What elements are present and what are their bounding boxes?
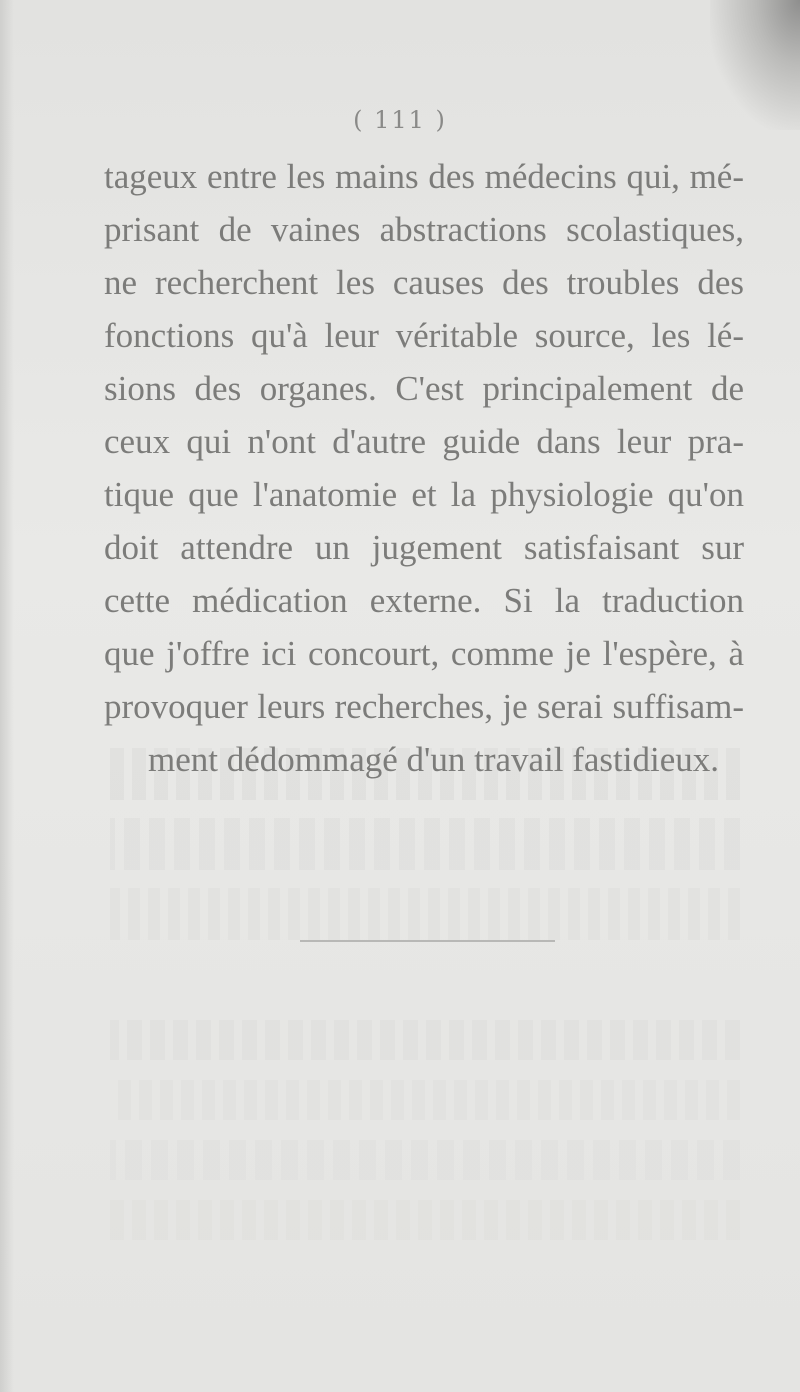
text-line: tageux entre les mains des médecins qui, mé- xyxy=(104,157,744,196)
text-line: provoquer leurs recherches, je serai suffisam- xyxy=(104,687,744,726)
text-line: ceux qui n'ont d'autre guide dans leur pra- xyxy=(104,422,744,461)
text-line: sions des organes. C'est principalement de xyxy=(104,369,744,408)
text-line: ment dédommagé d'un travail fastidieux. xyxy=(148,740,720,779)
text-line: doit attendre un jugement satisfaisant sur xyxy=(104,528,744,567)
page-number-header: ( 111 ) xyxy=(353,106,447,134)
text-line: ne recherchent les causes des troubles des xyxy=(104,263,744,302)
body-text xyxy=(104,150,744,786)
text-line: prisant de vaines abstractions scolastiques, xyxy=(104,210,744,249)
section-divider-rule xyxy=(300,940,555,942)
text-line: tique que l'anatomie et la physiologie qu'on xyxy=(104,475,744,514)
text-line: fonctions qu'à leur véritable source, les lé- xyxy=(104,316,744,355)
bleed-through-text-lower xyxy=(110,1000,740,1240)
page-gutter-shadow xyxy=(0,0,14,1392)
text-line: cette médication externe. Si la traduction xyxy=(104,581,744,620)
text-line: que j'offre ici concourt, comme je l'espère, à xyxy=(104,634,744,673)
